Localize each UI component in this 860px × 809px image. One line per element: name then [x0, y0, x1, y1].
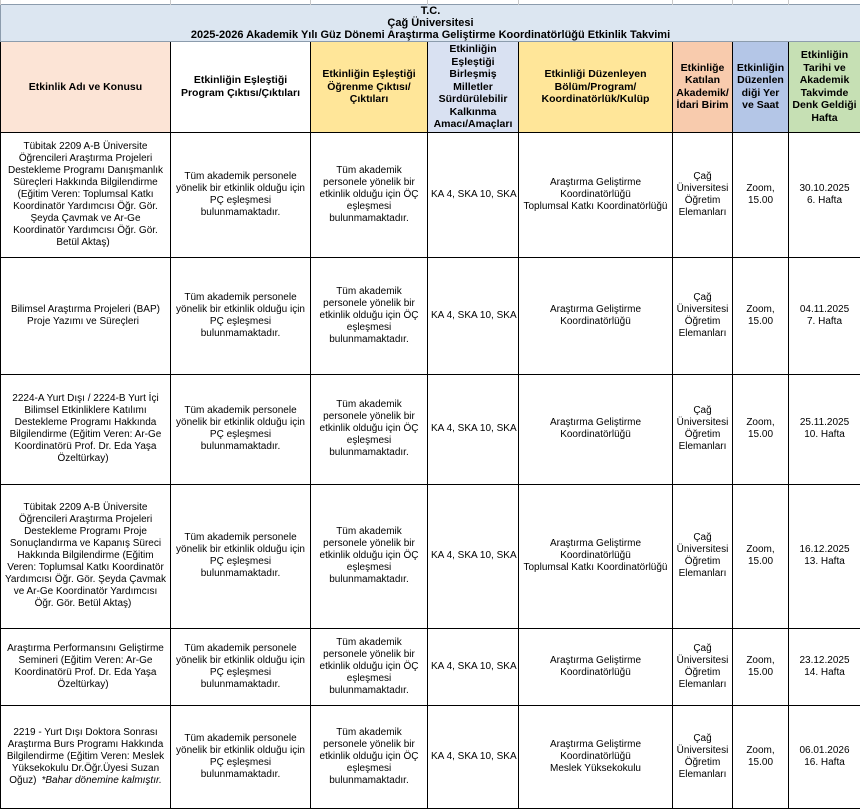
sdg-cell: KA 4, SKA 10, SKA — [428, 257, 519, 374]
event-name-cell — [1, 132, 171, 257]
event-name: Araştırma Performansını Geliştirme Semineri (Eğitim Veren: Ar-Ge Koordinatörü Prof. Dr. Eda Yaşa Özeltürkay) — [7, 643, 164, 690]
organizer-secondary: Meslek Yüksekokulu — [522, 763, 669, 775]
document-title — [1, 5, 860, 42]
program-output-cell: Tüm akademik personele yönelik bir etkinlik olduğu için PÇ eşleşmesi bulunmamaktadır. — [171, 628, 311, 705]
event-name-cell — [1, 257, 171, 374]
venue-cell: Zoom, 15.00 — [733, 374, 789, 484]
event-week: 16. Hafta — [792, 757, 857, 769]
event-date: 30.10.2025 — [792, 183, 857, 195]
date-cell — [789, 374, 860, 484]
date-cell — [789, 132, 860, 257]
organizer-secondary: Toplumsal Katkı Koordinatörlüğü — [522, 201, 669, 213]
program-output-cell: Tüm akademik personele yönelik bir etkinlik olduğu için PÇ eşleşmesi bulunmamaktadır. — [171, 484, 311, 628]
sdg-cell: KA 4, SKA 10, SKA — [428, 705, 519, 808]
header-participant-unit: Etkinliğe Katılan Akademik/İdari Birim — [673, 42, 733, 133]
event-date: 16.12.2025 — [792, 544, 857, 556]
event-week: 6. Hafta — [792, 195, 857, 207]
event-week: 10. Hafta — [792, 429, 857, 441]
header-row — [1, 42, 860, 133]
learning-output-cell: Tüm akademik personele yönelik bir etkinlik olduğu için ÖÇ eşleşmesi bulunmamaktadır. — [311, 132, 428, 257]
event-name-cell — [1, 628, 171, 705]
table-row — [1, 374, 860, 484]
table-row — [1, 628, 860, 705]
learning-output-cell: Tüm akademik personele yönelik bir etkinlik olduğu için ÖÇ eşleşmesi bulunmamaktadır. — [311, 628, 428, 705]
organizer-cell — [519, 484, 673, 628]
program-output-cell: Tüm akademik personele yönelik bir etkinlik olduğu için PÇ eşleşmesi bulunmamaktadır. — [171, 374, 311, 484]
date-cell — [789, 705, 860, 808]
venue-cell: Zoom, 15.00 — [733, 705, 789, 808]
event-week: 13. Hafta — [792, 556, 857, 568]
header-event-name: Etkinlik Adı ve Konusu — [1, 42, 171, 133]
table-row — [1, 132, 860, 257]
venue-cell: Zoom, 15.00 — [733, 257, 789, 374]
venue-cell: Zoom, 15.00 — [733, 484, 789, 628]
organizer-cell — [519, 705, 673, 808]
participant-cell: Çağ Üniversitesi Öğretim Elemanları — [673, 132, 733, 257]
participant-cell: Çağ Üniversitesi Öğretim Elemanları — [673, 484, 733, 628]
program-output-cell: Tüm akademik personele yönelik bir etkinlik olduğu için PÇ eşleşmesi bulunmamaktadır. — [171, 257, 311, 374]
sdg-cell: KA 4, SKA 10, SKA — [428, 132, 519, 257]
sdg-cell: KA 4, SKA 10, SKA — [428, 484, 519, 628]
table-row — [1, 257, 860, 374]
header-un-sdg: Etkinliğin Eşleştiği Birleşmiş Milletler Sürdürülebilir Kalkınma Amacı/Amaçları — [428, 42, 519, 133]
organizer-cell — [519, 132, 673, 257]
event-week: 7. Hafta — [792, 316, 857, 328]
event-name: Tübitak 2209 A-B Üniversite Öğrencileri Araştırma Projeleri Destekleme Programı Danışmanlık Süreçleri Hakkında Bilgilendirme (Eğitim Veren: Toplumsal Katkı Koordinatör Yardımcısı Öğr. Gör. Şeyda Çavmak ve Ar-Ge Koordinatör Yardımcısı Öğr. Gör. Betül Aktaş) — [8, 141, 163, 248]
venue-cell: Zoom, 15.00 — [733, 132, 789, 257]
participant-cell: Çağ Üniversitesi Öğretim Elemanları — [673, 374, 733, 484]
event-date: 25.11.2025 — [792, 417, 857, 429]
event-name: 2224-A Yurt Dışı / 2224-B Yurt İçi Bilimsel Etkinliklere Katılımı Destekleme Programı Hakkında Bilgilendirme (Eğitim Veren: Ar-Ge Koordinatörü Prof. Dr. Eda Yaşa Özeltürkay) — [10, 393, 162, 464]
organizer-primary: Araştırma Geliştirme Koordinatörlüğü — [522, 655, 669, 679]
sdg-cell: KA 4, SKA 10, SKA — [428, 374, 519, 484]
venue-cell: Zoom, 15.00 — [733, 628, 789, 705]
organizer-cell — [519, 257, 673, 374]
date-cell — [789, 628, 860, 705]
organizer-primary: Araştırma Geliştirme Koordinatörlüğü — [522, 417, 669, 441]
organizer-primary: Araştırma Geliştirme Koordinatörlüğü — [522, 739, 669, 763]
title-line-2: Çağ Üniversitesi — [1, 17, 860, 29]
title-line-3: 2025-2026 Akademik Yılı Güz Dönemi Araştırma Geliştirme Koordinatörlüğü Etkinlik Takvimi — [1, 29, 860, 41]
event-date: 06.01.2026 — [792, 745, 857, 757]
program-output-cell: Tüm akademik personele yönelik bir etkinlik olduğu için PÇ eşleşmesi bulunmamaktadır. — [171, 132, 311, 257]
participant-cell: Çağ Üniversitesi Öğretim Elemanları — [673, 257, 733, 374]
table-row — [1, 705, 860, 808]
organizer-cell — [519, 628, 673, 705]
event-name: Tübitak 2209 A-B Üniversite Öğrencileri Araştırma Projeleri Destekleme Programı Proje Sonuçlandırma ve Kapanış Süreci Hakkında Bilgilendirme (Eğitim Veren: Toplumsal Katkı Koordinatör Yardımcısı Öğr. Gör. Şeyda Çavmak ve Ar-Ge Koordinatör Yardımcısı Öğr. Gör. Betül Aktaş) — [5, 502, 166, 609]
learning-output-cell: Tüm akademik personele yönelik bir etkinlik olduğu için ÖÇ eşleşmesi bulunmamaktadır. — [311, 484, 428, 628]
date-cell — [789, 257, 860, 374]
event-date: 04.11.2025 — [792, 304, 857, 316]
date-cell — [789, 484, 860, 628]
event-name: 2219 - Yurt Dışı Doktora Sonrası Araştırma Burs Programı Hakkında Bilgilendirme (Eğitim Veren: Meslek Yüksekokulu Dr.Öğr.Üyesi Suzan Oğuz) — [7, 727, 164, 786]
event-name-cell — [1, 374, 171, 484]
program-output-cell: Tüm akademik personele yönelik bir etkinlik olduğu için PÇ eşleşmesi bulunmamaktadır. — [171, 705, 311, 808]
learning-output-cell: Tüm akademik personele yönelik bir etkinlik olduğu için ÖÇ eşleşmesi bulunmamaktadır. — [311, 705, 428, 808]
learning-output-cell: Tüm akademik personele yönelik bir etkinlik olduğu için ÖÇ eşleşmesi bulunmamaktadır. — [311, 374, 428, 484]
event-week: 14. Hafta — [792, 667, 857, 679]
participant-cell: Çağ Üniversitesi Öğretim Elemanları — [673, 705, 733, 808]
participant-cell: Çağ Üniversitesi Öğretim Elemanları — [673, 628, 733, 705]
header-date-week: Etkinliğin Tarihi ve Akademik Takvimde Denk Geldiği Hafta — [789, 42, 860, 133]
organizer-cell — [519, 374, 673, 484]
organizer-secondary: Toplumsal Katkı Koordinatörlüğü — [522, 562, 669, 574]
table-row — [1, 484, 860, 628]
organizer-primary: Araştırma Geliştirme Koordinatörlüğü — [522, 304, 669, 328]
event-name-cell — [1, 705, 171, 808]
header-learning-output: Etkinliğin Eşleştiği Öğrenme Çıktısı/Çıktıları — [311, 42, 428, 133]
organizer-primary: Araştırma Geliştirme Koordinatörlüğü — [522, 538, 669, 562]
title-line-1: T.C. — [1, 5, 860, 17]
sdg-cell: KA 4, SKA 10, SKA — [428, 628, 519, 705]
organizer-primary: Araştırma Geliştirme Koordinatörlüğü — [522, 177, 669, 201]
event-date: 23.12.2025 — [792, 655, 857, 667]
event-note: *Bahar dönemine kalmıştır. — [41, 775, 161, 786]
learning-output-cell: Tüm akademik personele yönelik bir etkinlik olduğu için ÖÇ eşleşmesi bulunmamaktadır. — [311, 257, 428, 374]
header-venue-time: Etkinliğin Düzenlendiği Yer ve Saat — [733, 42, 789, 133]
header-organizer: Etkinliği Düzenleyen Bölüm/Program/ Koordinatörlük/Kulüp — [519, 42, 673, 133]
header-program-output: Etkinliğin Eşleştiği Program Çıktısı/Çıktıları — [171, 42, 311, 133]
event-name: Bilimsel Araştırma Projeleri (BAP) Proje Yazımı ve Süreçleri — [11, 304, 160, 327]
event-name-cell — [1, 484, 171, 628]
